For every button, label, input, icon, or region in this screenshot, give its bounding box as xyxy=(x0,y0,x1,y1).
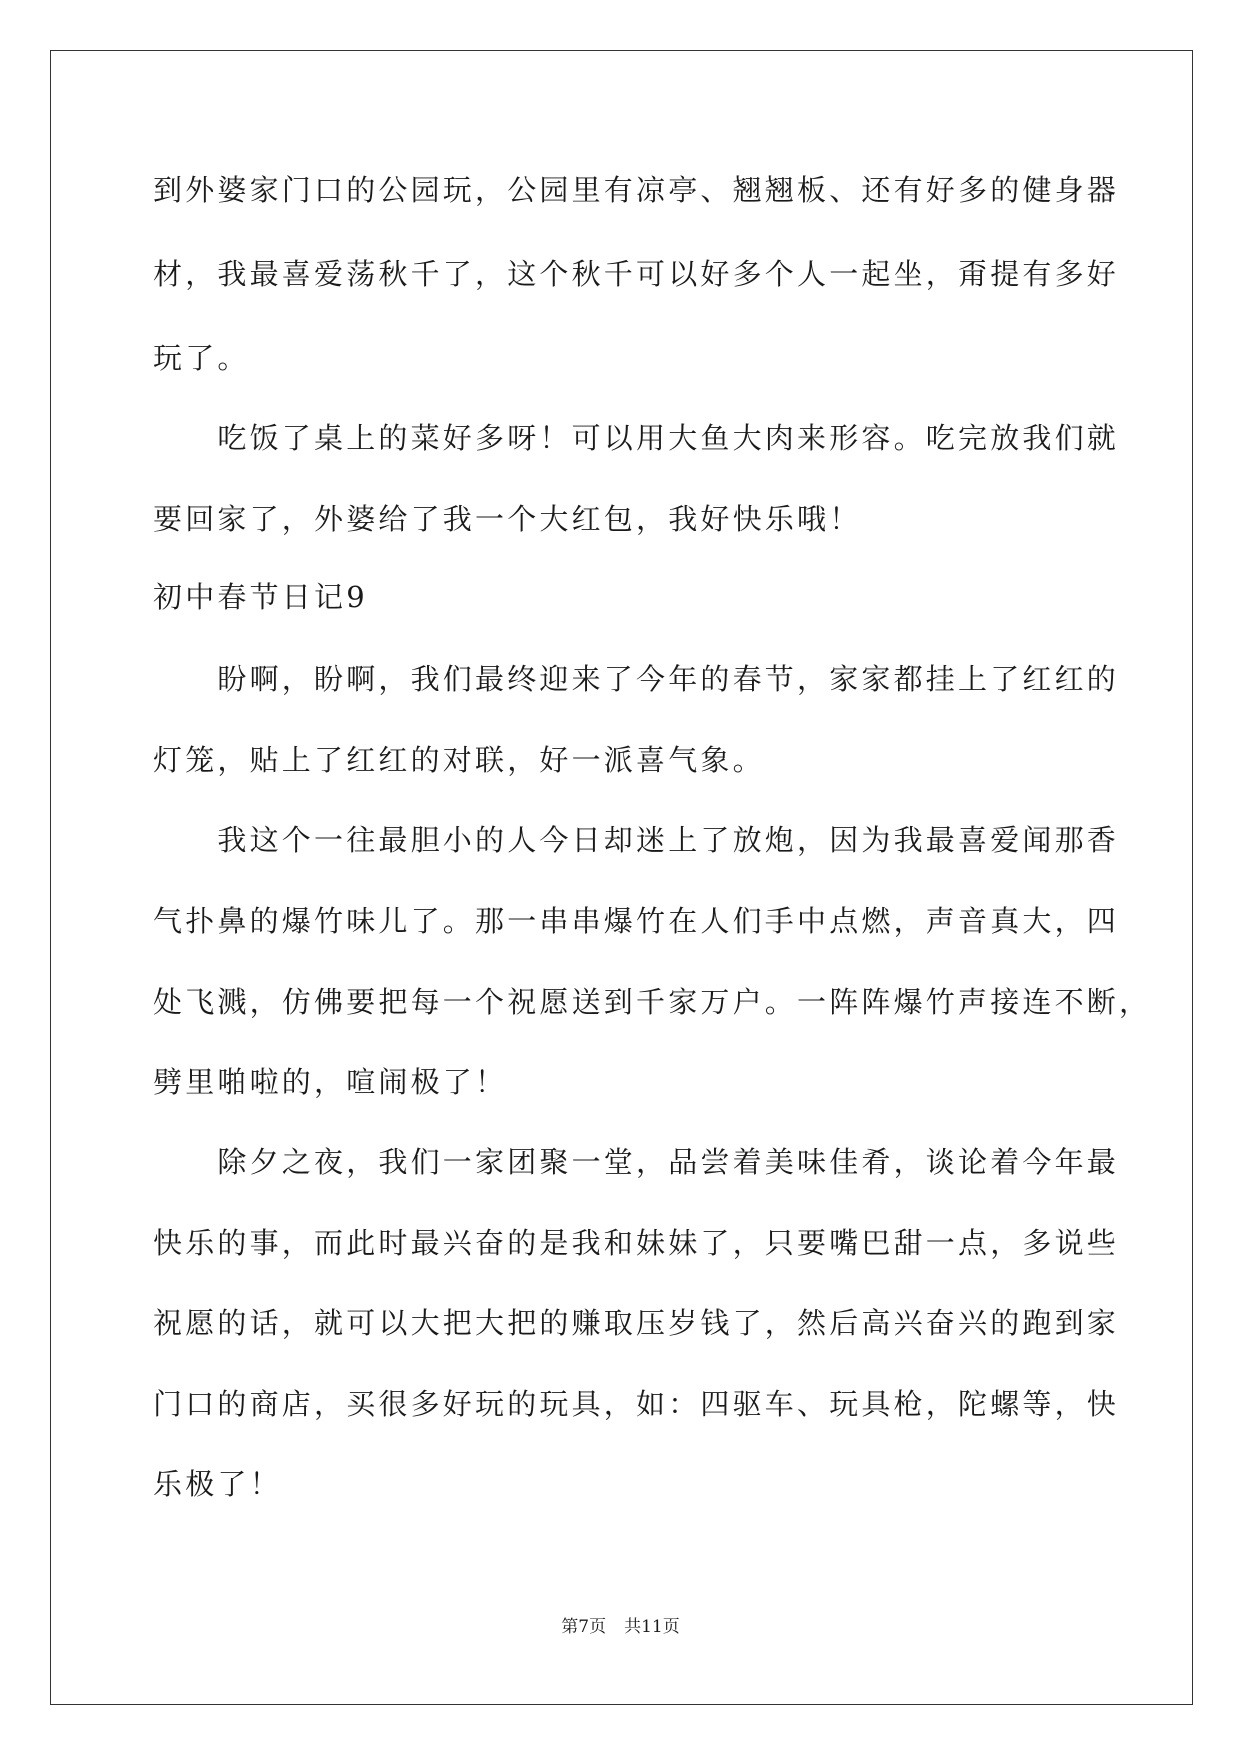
text-line: 灯笼，贴上了红红的对联，好一派喜气象。 xyxy=(153,743,765,777)
text-line: 材，我最喜爱荡秋千了，这个秋千可以好多个人一起坐，甭提有多好 xyxy=(153,257,1120,291)
text-line: 劈里啪啦的，喧闹极了！ xyxy=(153,1065,508,1099)
text-line: 乐极了！ xyxy=(153,1467,282,1501)
page-border xyxy=(50,50,1193,1705)
text-line: 我这个一往最胆小的人今日却迷上了放炮，因为我最喜爱闻那香 xyxy=(153,823,1120,857)
text-line: 处飞溅，仿佛要把每一个祝愿送到千家万户。一阵阵爆竹声接连不断， xyxy=(153,985,1152,1019)
text-line: 快乐的事，而此时最兴奋的是我和妹妹了，只要嘴巴甜一点，多说些 xyxy=(153,1226,1120,1260)
text-line: 到外婆家门口的公园玩，公园里有凉亭、翘翘板、还有好多的健身器 xyxy=(153,173,1120,207)
page-number-total: 共11页 xyxy=(624,1617,680,1637)
section-title: 初中春节日记9 xyxy=(153,580,368,614)
text-line: 除夕之夜，我们一家团聚一堂，品尝着美味佳肴，谈论着今年最 xyxy=(153,1145,1120,1179)
page-footer xyxy=(0,1612,1241,1637)
text-line: 盼啊，盼啊，我们最终迎来了今年的春节，家家都挂上了红红的 xyxy=(153,662,1120,696)
text-line: 吃饭了桌上的菜好多呀！可以用大鱼大肉来形容。吃完放我们就 xyxy=(153,421,1120,455)
page-number-current: 第7页 xyxy=(561,1617,607,1637)
text-line: 要回家了，外婆给了我一个大红包，我好快乐哦！ xyxy=(153,502,862,536)
text-line: 玩了。 xyxy=(153,341,250,375)
text-line: 气扑鼻的爆竹味儿了。那一串串爆竹在人们手中点燃，声音真大，四 xyxy=(153,904,1120,938)
text-line: 祝愿的话，就可以大把大把的赚取压岁钱了，然后高兴奋兴的跑到家 xyxy=(153,1306,1120,1340)
text-line: 门口的商店，买很多好玩的玩具，如：四驱车、玩具枪，陀螺等，快 xyxy=(153,1387,1120,1421)
